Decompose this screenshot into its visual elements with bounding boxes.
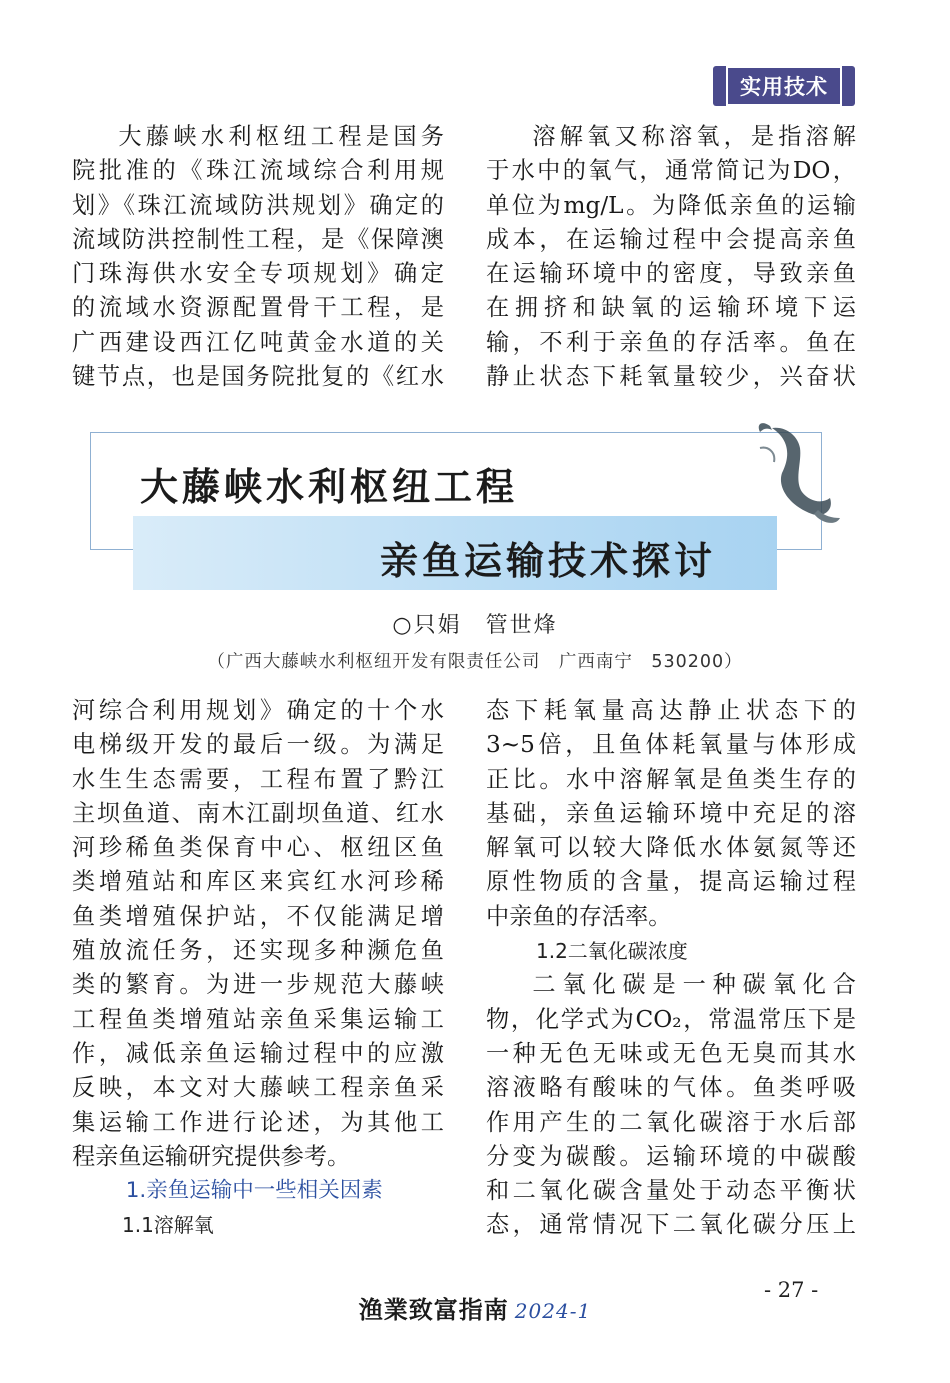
text-line: 划》《珠江流域防洪规划》确定的 xyxy=(72,191,444,219)
text-line: 殖放流任务，还实现多种濒危鱼 xyxy=(72,937,444,965)
text-line: 输，不利于亲鱼的存活率。鱼在 xyxy=(486,328,856,356)
column-2-bottom xyxy=(486,694,856,1243)
text-line: 程亲鱼运输研究提供参考。 xyxy=(72,1142,351,1170)
journal-issue: 2024-1 xyxy=(514,1299,592,1323)
heading-1-1: 1.1溶解氧 xyxy=(122,1213,214,1238)
text-line: 电梯级开发的最后一级。为满足 xyxy=(72,731,444,759)
text-line: 主坝鱼道、南木江副坝鱼道、红水 xyxy=(72,799,444,827)
text-line: 溶解氧又称溶氧，是指溶解 xyxy=(532,123,856,150)
text-line: 门珠海供水安全专项规划》确定 xyxy=(72,260,444,288)
text-line: 在运输环境中的密度，导致亲鱼 xyxy=(486,260,856,288)
affiliation: （广西大藤峡水利枢纽开发有限责任公司 广西南宁 530200） xyxy=(207,652,743,672)
section-tag xyxy=(713,66,855,106)
text-line: 二氧化碳是一种碳氧化合 xyxy=(532,971,856,999)
column-2-top xyxy=(486,120,856,394)
text-line: 广西建设西江亿吨黄金水道的关 xyxy=(72,328,444,356)
text-line: 河珍稀鱼类保育中心、枢纽区鱼 xyxy=(72,834,444,862)
text-line: 于水中的氧气，通常简记为DO， xyxy=(486,157,856,185)
text-line: 的流域水资源配置骨干工程，是 xyxy=(72,294,444,322)
text-line: 作，减低亲鱼运输过程中的应激 xyxy=(72,1039,444,1067)
authors: ○只娟 管世烽 xyxy=(392,613,558,638)
text-line: 一种无色无味或无色无臭而其水 xyxy=(486,1039,856,1067)
column-1-bottom xyxy=(72,694,444,1243)
text-line: 溶液略有酸味的气体。鱼类呼吸 xyxy=(486,1074,856,1102)
text-line: 分变为碳酸。运输环境的中碳酸 xyxy=(486,1142,856,1170)
text-line: 工程鱼类增殖站亲鱼采集运输工 xyxy=(72,1005,444,1033)
text-line: 流域防洪控制性工程，是《保障澳 xyxy=(72,225,444,253)
text-line: 水生生态需要，工程布置了黔江 xyxy=(72,765,444,793)
text-line: 成本，在运输过程中会提高亲鱼 xyxy=(486,225,856,253)
text-line: 类的繁育。为进一步规范大藤峡 xyxy=(72,971,444,999)
text-line: 正比。水中溶解氧是鱼类生存的 xyxy=(486,765,856,793)
text-line: 态下耗氧量高达静止状态下的 xyxy=(486,697,856,724)
text-line: 类增殖站和库区来宾红水河珍稀 xyxy=(72,868,444,896)
text-line: 3~5倍，且鱼体耗氧量与体形成 xyxy=(486,731,856,759)
section-tag-label: 实用技术 xyxy=(726,66,842,106)
text-line: 键节点，也是国务院批复的《红水 xyxy=(72,363,444,391)
text-line: 物，化学式为CO₂，常温常压下是 xyxy=(486,1005,856,1033)
text-line: 集运输工作进行论述，为其他工 xyxy=(72,1108,444,1136)
heading-1: 1.亲鱼运输中一些相关因素 xyxy=(125,1178,383,1204)
text-line: 中亲鱼的存活率。 xyxy=(486,902,672,930)
text-line: 原性物质的含量，提高运输过程 xyxy=(486,868,856,896)
text-line: 解氧可以较大降低水体氨氮等还 xyxy=(486,834,856,862)
text-line: 反映，本文对大藤峡工程亲鱼采 xyxy=(72,1074,444,1102)
text-line: 静止状态下耗氧量较少，兴奋状 xyxy=(486,363,856,391)
text-line: 作用产生的二氧化碳溶于水后部 xyxy=(486,1108,856,1136)
article-title-line1: 大藤峡水利枢纽工程 xyxy=(140,465,519,509)
text-line: 和二氧化碳含量处于动态平衡状 xyxy=(486,1177,856,1205)
column-1-top xyxy=(72,120,444,394)
fish-illustration-icon xyxy=(752,418,842,528)
journal-title: 渔業致富指南 xyxy=(358,1295,509,1324)
text-line: 在拥挤和缺氧的运输环境下运 xyxy=(486,294,856,322)
text-line: 河综合利用规划》确定的十个水 xyxy=(72,697,444,724)
text-line: 单位为mg/L。为降低亲鱼的运输 xyxy=(486,191,856,219)
text-line: 鱼类增殖保护站，不仅能满足增 xyxy=(72,902,444,930)
text-line: 基础，亲鱼运输环境中充足的溶 xyxy=(486,799,856,827)
text-line: 态，通常情况下二氧化碳分压上 xyxy=(486,1211,856,1239)
page-number: - 27 - xyxy=(764,1278,819,1302)
heading-1-2: 1.2二氧化碳浓度 xyxy=(536,939,688,964)
text-line: 大藤峡水利枢纽工程是国务 xyxy=(118,123,444,150)
article-title-line2: 亲鱼运输技术探讨 xyxy=(380,539,717,583)
text-line: 院批准的《珠江流域综合利用规 xyxy=(72,157,444,185)
